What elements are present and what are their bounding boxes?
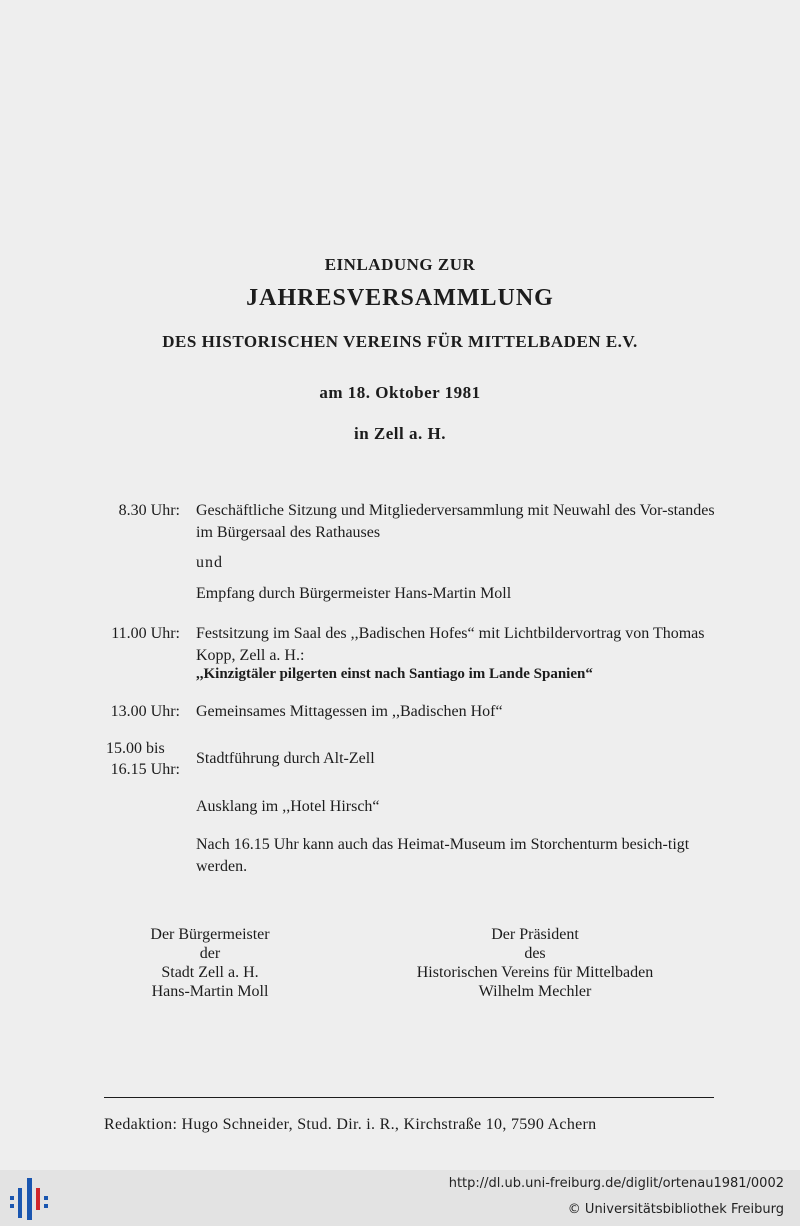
source-url[interactable]: http://dl.ub.uni-freiburg.de/diglit/ortenau1981/0002 — [448, 1176, 784, 1191]
farewell-text: Ausklang im ,,Hotel Hirsch“ — [196, 798, 380, 815]
ceremony-text: Festsitzung im Saal des ,,Badischen Hofes“ mit Lichtbildervortrag von Thomas Kopp, Zell a. H.: — [196, 625, 705, 664]
time-1500-start: 15.00 bis — [106, 740, 165, 757]
president-line-3: Historischen Vereins für Mittelbaden — [416, 964, 654, 981]
invitation-heading: EINLADUNG ZUR — [324, 255, 476, 274]
society-name: DES HISTORISCHEN VEREINS FÜR MITTELBADEN E.V. — [162, 332, 638, 351]
time-1100: 11.00 Uhr: — [111, 625, 180, 642]
event-place: in Zell a. H. — [354, 424, 446, 443]
mayor-line-2: der — [199, 945, 221, 962]
reception-text: Empfang durch Bürgermeister Hans-Martin Moll — [196, 585, 512, 602]
event-date: am 18. Oktober 1981 — [319, 383, 481, 402]
library-logo-icon — [10, 1178, 50, 1220]
mayor-line-3: Stadt Zell a. H. — [161, 964, 259, 981]
president-line-1: Der Präsident — [491, 926, 579, 943]
president-line-2: des — [524, 945, 546, 962]
time-1300: 13.00 Uhr: — [110, 703, 180, 720]
divider-line — [104, 1097, 714, 1098]
library-footer — [0, 1170, 800, 1226]
lunch-text: Gemeinsames Mittagessen im ,,Badischen Hof“ — [196, 703, 503, 720]
copyright-text: © Universitätsbibliothek Freiburg — [567, 1202, 784, 1217]
museum-note: Nach 16.15 Uhr kann auch das Heimat-Museum im Storchenturm besich-tigt werden. — [196, 836, 690, 875]
signature-president — [385, 925, 685, 1001]
assembly-title: JAHRESVERSAMMLUNG — [246, 285, 554, 311]
time-0830: 8.30 Uhr: — [118, 502, 180, 519]
mayor-line-4: Hans-Martin Moll — [151, 983, 269, 1000]
president-line-4: Wilhelm Mechler — [478, 983, 592, 1000]
lecture-title: ,,Kinzigtäler pilgerten einst nach Santiago im Lande Spanien“ — [196, 666, 593, 682]
mayor-line-1: Der Bürgermeister — [150, 926, 270, 943]
business-meeting-text: Geschäftliche Sitzung und Mitgliederversammlung mit Neuwahl des Vor-standes im Bürgersaal des Rathauses — [196, 502, 715, 541]
time-1615: 16.15 Uhr: — [110, 761, 180, 778]
editorial-note: Redaktion: Hugo Schneider, Stud. Dir. i. R., Kirchstraße 10, 7590 Achern — [104, 1116, 597, 1133]
signature-mayor — [105, 925, 315, 1001]
city-tour-text: Stadtführung durch Alt-Zell — [196, 750, 375, 767]
und-text: und — [196, 554, 223, 571]
